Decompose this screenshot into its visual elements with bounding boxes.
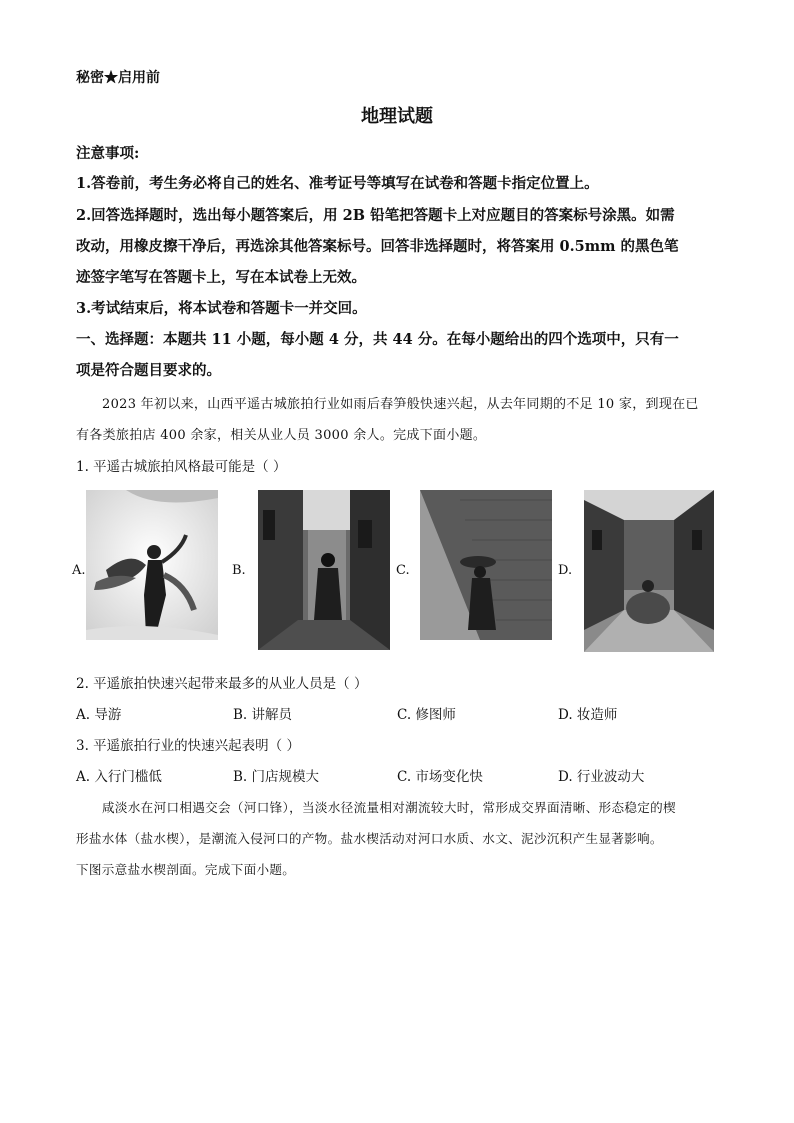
passage-2-line-2: 形盐水体（盐水楔），是潮流入侵河口的产物。盐水楔活动对河口水质、水文、泥沙沉积产生显著影响。 [76, 831, 663, 846]
alley-image-icon [258, 490, 390, 650]
section-heading-line-2: 项是符合题目要求的。 [76, 362, 221, 379]
passage-2-line-1: 咸淡水在河口相遇交会（河口锋），当淡水径流量相对潮流较大时，常形成交界面清晰、形态稳定的楔 [102, 800, 676, 815]
q3-option-b[interactable]: B. 门店规模大 [233, 769, 320, 785]
question-3-stem: 3. 平遥旅拍行业的快速兴起表明（ ） [76, 738, 300, 754]
q3-option-d[interactable]: D. 行业波动大 [558, 769, 645, 785]
secret-label: 秘密★启用前 [76, 70, 160, 86]
notice-line-3: 3.考试结束后，将本试卷和答题卡一并交回。 [76, 300, 367, 317]
q1-option-c-label: C. [396, 563, 410, 578]
question-1-stem: 1. 平遥古城旅拍风格最可能是（ ） [76, 459, 287, 475]
q1-option-d-label: D. [558, 563, 573, 578]
dancer-image-icon [86, 490, 218, 640]
q2-option-c[interactable]: C. 修图师 [397, 707, 456, 723]
notice-heading: 注意事项: [76, 145, 140, 162]
wall-image-icon [420, 490, 552, 640]
option-d-photo[interactable] [584, 490, 714, 652]
notice-line-2a: 2.回答选择题时，选出每小题答案后，用 2B 铅笔把答题卡上对应题目的答案标号涂黑。如需 [76, 207, 675, 224]
passage-2-line-3: 下图示意盐水楔剖面。完成下面小题。 [76, 862, 296, 877]
page-title: 地理试题 [361, 106, 433, 127]
q1-option-a-label: A. [72, 563, 86, 578]
q1-option-b-label: B. [232, 563, 246, 578]
notice-line-1: 1.答卷前，考生务必将自己的姓名、准考证号等填写在试卷和答题卡指定位置上。 [76, 175, 599, 192]
street-image-icon [584, 490, 714, 652]
question-2-stem: 2. 平遥旅拍快速兴起带来最多的从业人员是（ ） [76, 676, 368, 692]
q3-option-a[interactable]: A. 入行门槛低 [76, 769, 162, 785]
notice-line-2b: 改动，用橡皮擦干净后，再选涂其他答案标号。回答非选择题时，将答案用 0.5mm 的黑色笔 [76, 238, 679, 255]
q3-option-c[interactable]: C. 市场变化快 [397, 769, 483, 785]
q2-option-b[interactable]: B. 讲解员 [233, 707, 293, 723]
q2-option-d[interactable]: D. 妆造师 [558, 707, 618, 723]
option-c-photo[interactable] [420, 490, 552, 640]
q2-option-a[interactable]: A. 导游 [76, 707, 122, 723]
option-a-photo[interactable] [86, 490, 218, 640]
option-b-photo[interactable] [258, 490, 390, 650]
notice-line-2c: 迹签字笔写在答题卡上，写在本试卷上无效。 [76, 269, 366, 286]
passage-1-line-1: 2023 年初以来，山西平遥古城旅拍行业如雨后春笋般快速兴起，从去年同期的不足 10 家，到现在已 [102, 397, 699, 412]
section-heading-line-1: 一、选择题：本题共 11 小题，每小题 4 分，共 44 分。在每小题给出的四个选项中，只有一 [76, 331, 679, 348]
passage-1-line-2: 有各类旅拍店 400 余家，相关从业人员 3000 余人。完成下面小题。 [76, 428, 487, 443]
